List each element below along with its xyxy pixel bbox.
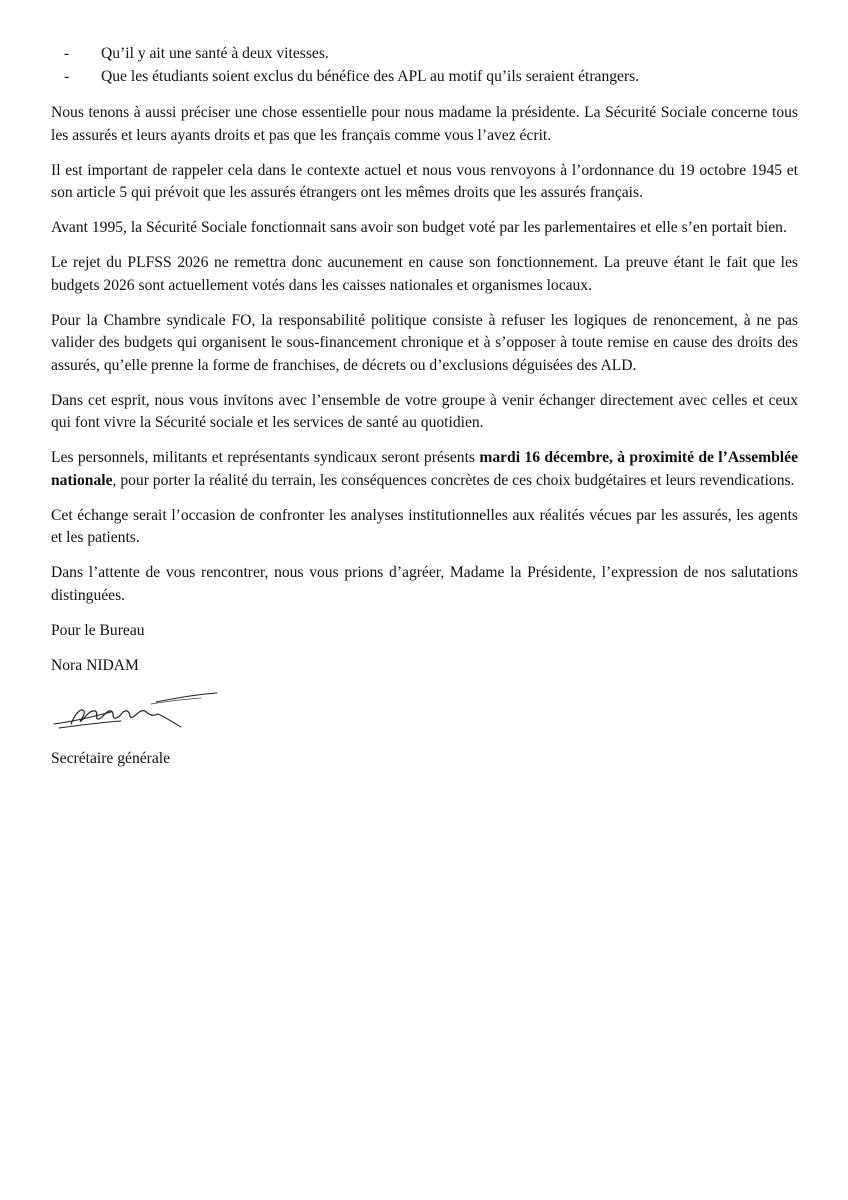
- paragraph-plfss-rejection: Le rejet du PLFSS 2026 ne remettra donc aucunement en cause son fonctionnement. La preuve étant le fait que les budgets 2026 sont actuellement votés dans les caisses nationales et organismes locaux.: [51, 254, 798, 294]
- paragraph-before-1995: Avant 1995, la Sécurité Sociale fonctionnait sans avoir son budget voté par les parlementaires et elle s’en portait bien.: [51, 219, 787, 236]
- handwritten-signature: [51, 690, 226, 740]
- bullet-dash: -: [64, 67, 70, 85]
- closing-for-label: Pour le Bureau: [51, 621, 145, 639]
- bullet-dash: -: [64, 45, 70, 62]
- bullet-text: Que les étudiants soient exclus du bénéfice des APL au motif qu’ils seraient étrangers.: [101, 67, 640, 85]
- bullet-text: Qu’il y ait une santé à deux vitesses.: [101, 45, 329, 62]
- paragraph-social-security-scope: Nous tenons à aussi préciser une chose essentielle pour nous madame la présidente. La Sécurité Sociale concerne tous les assurés et leurs ayants droits et pas que les français comme vous l’avez écrit.: [51, 104, 798, 144]
- signatory-name: Nora NIDAM: [51, 656, 139, 674]
- signatory-title: Secrétaire générale: [51, 749, 171, 767]
- bullet-item: [51, 66, 798, 89]
- bullet-list: [51, 43, 798, 88]
- paragraph-exchange: Cet échange serait l’occasion de confronter les analyses institutionnelles aux réalités vécues par les assurés, les agents et les patients.: [51, 506, 798, 546]
- bullet-item: [51, 43, 798, 66]
- paragraph-invitation: Dans cet esprit, nous vous invitons avec l’ensemble de votre groupe à venir échanger directement avec celles et ceux qui font vivre la Sécurité sociale et les services de santé au quotidien.: [51, 391, 798, 431]
- meeting-text-before: Les personnels, militants et représentants syndicaux seront présents: [51, 449, 480, 466]
- paragraph-salutation: Dans l’attente de vous rencontrer, nous vous prions d’agréer, Madame la Présidente, l’expression de nos salutations distinguées.: [51, 564, 798, 604]
- meeting-text-after: , pour porter la réalité du terrain, les conséquences concrètes de ces choix budgétaires et leurs revendications.: [112, 471, 795, 489]
- paragraph-meeting-date: [51, 447, 798, 492]
- meeting-date-location: mardi 16 décembre, à proximité de l’Assemblée nationale: [51, 449, 798, 489]
- paragraph-fo-position: Pour la Chambre syndicale FO, la responsabilité politique consiste à refuser les logiques de renoncement, à ne pas valider des budgets qui organisent le sous-financement chronique et à s’opposer à toute remise en cause des droits des assurés, qu’elle prenne la forme de franchises, de décrets ou d’exclusions déguisées des ALD.: [51, 311, 798, 374]
- paragraph-ordinance-1945: Il est important de rappeler cela dans le contexte actuel et nous vous renvoyons à l’ordonnance du 19 octobre 1945 et son article 5 qui prévoit que les assurés étrangers ont les mêmes droits que les assurés français.: [51, 161, 798, 201]
- letter-body: [51, 43, 798, 783]
